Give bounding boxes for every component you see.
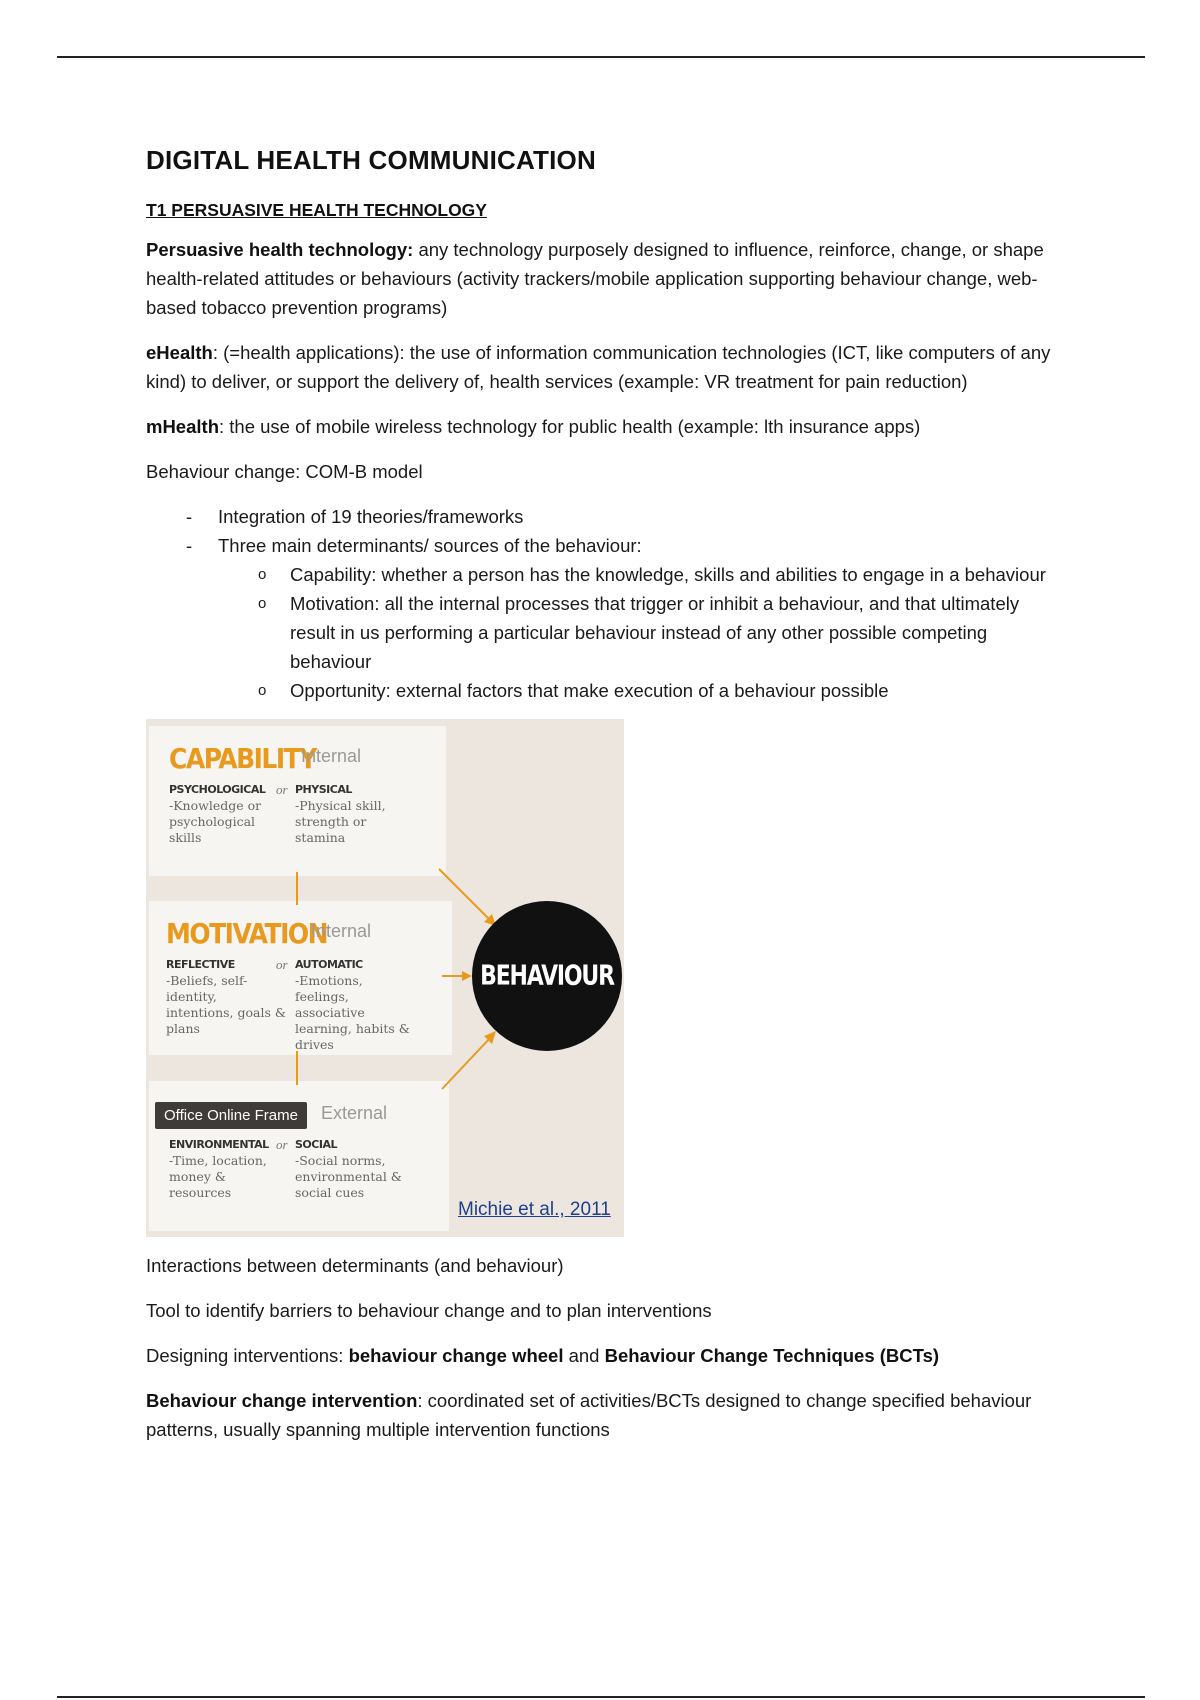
list-item-text: Three main determinants/ sources of the behaviour: — [218, 535, 642, 556]
determinant-list — [218, 560, 1066, 705]
sub-text: -Emotions, feelings, associative learning, habits & drives — [295, 973, 410, 1052]
designing-interventions — [146, 1341, 1066, 1370]
designing-bold-bcts: Behaviour Change Techniques (BCTs) — [604, 1345, 940, 1366]
sub-heading: PSYCHOLOGICAL — [169, 783, 266, 796]
citation-link[interactable]: Michie et al., 2011 — [458, 1199, 611, 1220]
office-online-frame-tooltip: Office Online Frame — [155, 1102, 307, 1129]
definition-text: : (=health applications): the use of information communication technologies (ICT, like computers of any kind) to deliver, or support the delivery of, health services (example: VR treatment for pain reduction) — [146, 342, 1051, 392]
list-item: o Capability: whether a person has the knowledge, skills and abilities to engage in a behaviour — [258, 560, 1066, 589]
definition-ehealth — [146, 338, 1066, 396]
capability-title: CAPABILITY — [169, 742, 316, 775]
designing-bold-wheel: behaviour change wheel — [348, 1345, 564, 1366]
tool-text: Tool to identify barriers to behaviour change and to plan interventions — [146, 1300, 712, 1321]
list-item-text: Integration of 19 theories/frameworks — [218, 506, 524, 527]
capability-tag: Internal — [301, 746, 362, 766]
header-rule — [57, 56, 1145, 58]
definition-text: : coordinated set of activities/BCTs designed to change specified behaviour patterns, usually spanning multiple intervention functions — [146, 1390, 1032, 1440]
motivation-tag: Internal — [311, 921, 372, 941]
sub-heading: SOCIAL — [295, 1138, 337, 1151]
or-label: or — [276, 1137, 288, 1152]
comb-intro: Behaviour change: COM-B model — [146, 461, 423, 482]
sub-text: -Beliefs, self-identity, intentions, goals & plans — [166, 973, 286, 1036]
list-item — [186, 531, 1066, 705]
designing-prefix: Designing interventions: — [146, 1345, 349, 1366]
document-title: DIGITAL HEALTH COMMUNICATION — [146, 145, 596, 175]
arrow-head-icon — [462, 971, 472, 981]
footer-rule — [57, 1696, 1145, 1698]
arrow-line — [439, 869, 491, 921]
comb-bullet-list — [146, 502, 1066, 705]
arrow-line — [442, 1037, 491, 1089]
definition-text: any technology purposely designed to influence, reinforce, change, or shape health-related attitudes or behaviours (activity trackers/mobile application supporting behaviour change, web-based tobacco prevention programs) — [146, 239, 1044, 318]
section-heading: T1 PERSUASIVE HEALTH TECHNOLOGY — [146, 200, 487, 220]
comb-model-figure[interactable] — [146, 719, 624, 1237]
sub-text: -Social norms, environmental & social cues — [295, 1153, 402, 1200]
opportunity-tag: External — [321, 1103, 388, 1123]
sub-text: -Knowledge or psychological skills — [169, 798, 262, 845]
sub-heading: AUTOMATIC — [295, 958, 363, 971]
behaviour-circle — [472, 901, 622, 1051]
motivation-title: MOTIVATION — [166, 917, 328, 950]
or-label: or — [276, 957, 288, 972]
sub-heading: ENVIRONMENTAL — [169, 1138, 269, 1151]
list-item: o Motivation: all the internal processes that trigger or inhibit a behaviour, and that ultimately result in us performing a particular behaviour instead of any other possible competing behaviour — [258, 589, 1066, 676]
list-item — [186, 502, 1066, 531]
sub-heading: PHYSICAL — [295, 783, 352, 796]
definition-term: Persuasive health technology: — [146, 239, 414, 260]
sub-heading: REFLECTIVE — [166, 958, 235, 971]
or-label: or — [276, 782, 288, 797]
definition-persuasive — [146, 235, 1066, 322]
sub-text: -Time, location, money & resources — [169, 1153, 267, 1200]
definition-mhealth — [146, 412, 1066, 441]
sub-text: -Physical skill, strength or stamina — [295, 798, 386, 845]
document-body — [146, 145, 1066, 1460]
list-item: o Opportunity: external factors that make execution of a behaviour possible — [258, 676, 1066, 705]
designing-middle: and — [563, 1345, 605, 1366]
definition-term: Behaviour change intervention — [146, 1390, 418, 1411]
behaviour-label: BEHAVIOUR — [480, 960, 614, 992]
definition-term: mHealth — [146, 416, 219, 437]
bci-definition — [146, 1386, 1066, 1444]
definition-term: eHealth — [146, 342, 213, 363]
definition-text: : the use of mobile wireless technology for public health (example: lth insurance apps) — [219, 416, 921, 437]
interactions-text: Interactions between determinants (and behaviour) — [146, 1255, 564, 1276]
